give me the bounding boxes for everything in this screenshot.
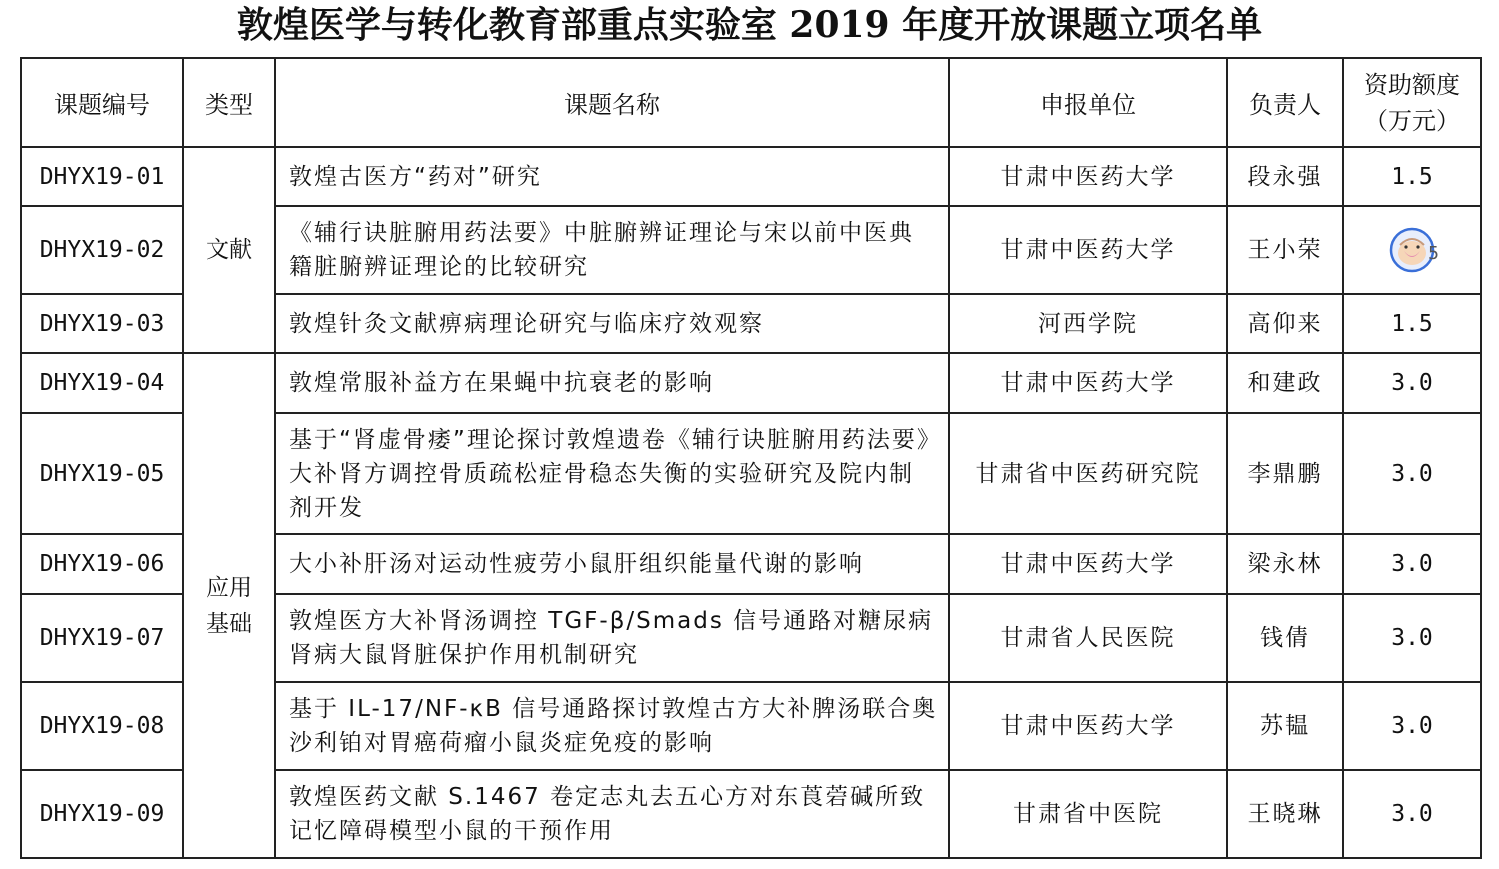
cell-unit: 甘肃省中医院 — [949, 770, 1227, 858]
header-row — [21, 58, 1481, 147]
cell-unit: 甘肃中医药大学 — [949, 147, 1227, 206]
cell-lead: 李鼎鹏 — [1227, 413, 1343, 534]
cell-amount — [1343, 206, 1481, 294]
cell-amount: 1.5 — [1343, 294, 1481, 353]
cell-lead: 王晓琳 — [1227, 770, 1343, 858]
type-literature-label: 文献 — [206, 237, 252, 263]
cell-unit: 甘肃中医药大学 — [949, 353, 1227, 413]
header-type: 类型 — [183, 58, 275, 147]
header-amount-line2: （万元） — [1364, 106, 1460, 135]
cell-lead: 段永强 — [1227, 147, 1343, 206]
cell-type-literature — [183, 147, 275, 353]
cell-id: DHYX19-08 — [21, 682, 183, 770]
page-title: 敦煌医学与转化教育部重点实验室 2019 年度开放课题立项名单 — [236, 4, 1263, 46]
amount-digit: 5 — [1428, 243, 1439, 264]
cell-id: DHYX19-01 — [21, 147, 183, 206]
cell-amount: 3.0 — [1343, 413, 1481, 534]
cell-name: 敦煌医药文献 S.1467 卷定志丸去五心方对东莨菪碱所致记忆障碍模型小鼠的干预作用 — [275, 770, 949, 858]
cell-amount: 1.5 — [1343, 147, 1481, 206]
cell-unit: 甘肃省中医药研究院 — [949, 413, 1227, 534]
table-row — [21, 147, 1481, 206]
cell-id: DHYX19-03 — [21, 294, 183, 353]
header-name: 课题名称 — [275, 58, 949, 147]
cell-id: DHYX19-06 — [21, 534, 183, 594]
cell-type-applied — [183, 353, 275, 858]
project-table — [20, 57, 1482, 859]
cell-id: DHYX19-07 — [21, 594, 183, 682]
cell-name: 敦煌常服补益方在果蝇中抗衰老的影响 — [275, 353, 949, 413]
header-id: 课题编号 — [21, 58, 183, 147]
cell-unit: 甘肃中医药大学 — [949, 206, 1227, 294]
cell-lead: 梁永林 — [1227, 534, 1343, 594]
cell-name: 敦煌医方大补肾汤调控 TGF-β/Smads 信号通路对糖尿病肾病大鼠肾脏保护作用机制研究 — [275, 594, 949, 682]
cell-unit: 河西学院 — [949, 294, 1227, 353]
header-amount — [1343, 58, 1481, 147]
cell-name: 敦煌针灸文献痹病理论研究与临床疗效观察 — [275, 294, 949, 353]
cell-lead: 高仰来 — [1227, 294, 1343, 353]
amount-with-sticker — [1389, 227, 1439, 273]
cell-id: DHYX19-02 — [21, 206, 183, 294]
header-amount-line1: 资助额度 — [1364, 70, 1460, 99]
cell-unit: 甘肃省人民医院 — [949, 594, 1227, 682]
cell-id: DHYX19-05 — [21, 413, 183, 534]
cell-amount: 3.0 — [1343, 682, 1481, 770]
cell-name: 基于“肾虚骨痿”理论探讨敦煌遗卷《辅行诀脏腑用药法要》大补肾方调控骨质疏松症骨稳态失衡的实验研究及院内制剂开发 — [275, 413, 949, 534]
cell-amount: 3.0 — [1343, 534, 1481, 594]
cell-unit: 甘肃中医药大学 — [949, 534, 1227, 594]
type-applied-label-line2: 基础 — [206, 610, 252, 637]
cell-name: 敦煌古医方“药对”研究 — [275, 147, 949, 206]
cell-lead: 钱倩 — [1227, 594, 1343, 682]
cell-name: 基于 IL-17/NF-κB 信号通路探讨敦煌古方大补脾汤联合奥沙利铂对胃癌荷瘤小鼠炎症免疫的影响 — [275, 682, 949, 770]
cell-unit: 甘肃中医药大学 — [949, 682, 1227, 770]
cell-amount: 3.0 — [1343, 770, 1481, 858]
cell-amount: 3.0 — [1343, 594, 1481, 682]
cell-lead: 苏韫 — [1227, 682, 1343, 770]
cell-id: DHYX19-04 — [21, 353, 183, 413]
table-row — [21, 353, 1481, 413]
header-lead: 负责人 — [1227, 58, 1343, 147]
type-applied-label-line1: 应用 — [206, 574, 252, 601]
cell-name: 大小补肝汤对运动性疲劳小鼠肝组织能量代谢的影响 — [275, 534, 949, 594]
cell-lead: 王小荣 — [1227, 206, 1343, 294]
cell-lead: 和建政 — [1227, 353, 1343, 413]
cell-id: DHYX19-09 — [21, 770, 183, 858]
header-unit: 申报单位 — [949, 58, 1227, 147]
cell-amount: 3.0 — [1343, 353, 1481, 413]
cell-name: 《辅行诀脏腑用药法要》中脏腑辨证理论与宋以前中医典籍脏腑辨证理论的比较研究 — [275, 206, 949, 294]
